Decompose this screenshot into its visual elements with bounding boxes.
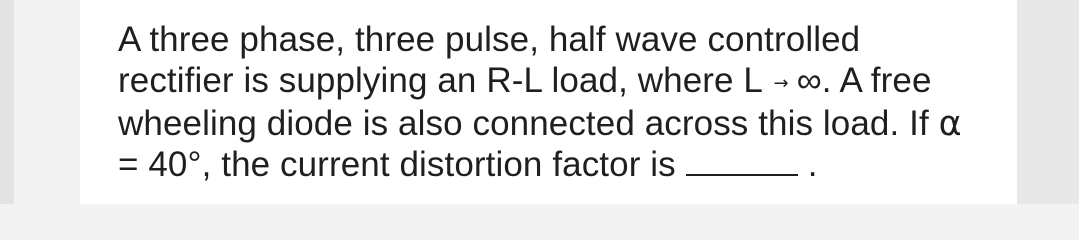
- question-line-2: [118, 61, 998, 105]
- alpha-symbol: α: [938, 104, 962, 144]
- answer-blank: [686, 148, 798, 176]
- question-line-2-start: rectifier is supplying an R-L load, where L: [118, 60, 762, 100]
- question-line-3-text: wheeling diode is also connected across this load. If: [118, 104, 929, 143]
- question-line-1: A three phase, three pulse, half wave controlled: [118, 20, 861, 59]
- question-end-period: .: [807, 144, 818, 184]
- question-line-2-end: ∞. A free: [796, 60, 932, 100]
- question-text: [118, 20, 998, 185]
- tends-to-arrow-icon: →: [773, 72, 789, 94]
- left-margin-strip: [0, 0, 14, 204]
- right-margin-strip: [1017, 0, 1079, 204]
- question-line-4-text: = 40°, the current distortion factor is: [118, 144, 676, 184]
- question-card: [80, 0, 1017, 204]
- question-line-4: [118, 145, 998, 186]
- question-line-3: [118, 104, 998, 145]
